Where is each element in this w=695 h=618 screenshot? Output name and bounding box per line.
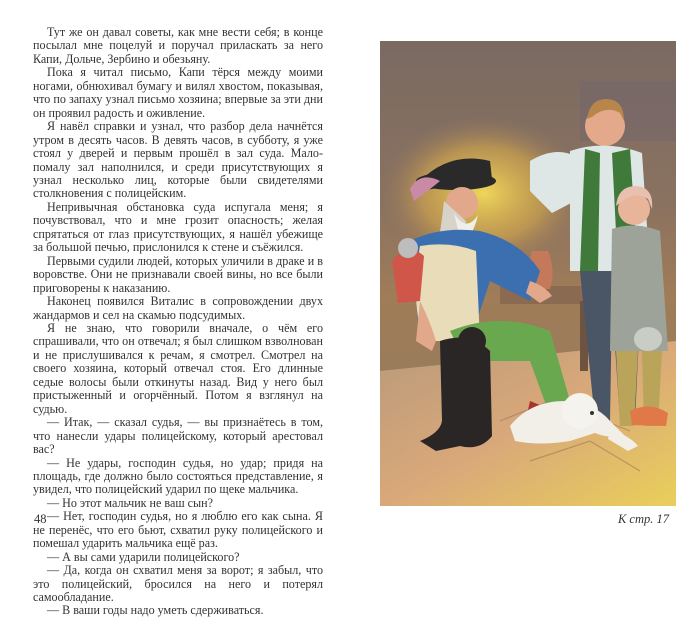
illustration [380, 41, 676, 506]
dialogue-line: — Итак, — сказал судья, — вы признаётесь в том, что нанесли удары полицейскому, который арестовал вас? [33, 415, 323, 457]
paragraph: Я не знаю, что говорили вначале, о чём его спрашивали, что он отвечал; я был слишком взволнован и не прислушивался к речам, я смотрел. Смотрел на своего хозяина, который отвечал стоя. Его длинные седые волосы были откинуты назад. Вид у него был пристыженный и огорчённый. Потом я взглянул на судью. [33, 320, 323, 416]
body-text [33, 26, 323, 618]
paragraph: Первыми судили людей, которых уличили в драке и в воровстве. Они не признавали своей вины, но все были приговорены к наказанию. [33, 253, 323, 295]
courtroom-painting-image [380, 41, 676, 506]
illustration-caption: К стр. 17 [617, 512, 669, 526]
dialogue-line: — А вы сами ударили полицейского? [47, 549, 240, 564]
paragraph: Наконец появился Виталис в сопровождении двух жандармов и сел на скамью подсудимых. [33, 294, 323, 322]
paragraph: Тут же он давал советы, как мне вести себя; в конце посылал мне поцелуй и поручал приласкать за него Капи, Дольче, Зербино и обезьяну. [33, 25, 323, 66]
dialogue-line: — Нет, господин судья, но я люблю его как сына. Я не перенёс, что его бьют, схватил руку полицейского и помешал ударить мальчика ещё раз. [33, 509, 323, 551]
dialogue-line: — Но этот мальчик не ваш сын? [47, 495, 214, 510]
dialogue-line: — Да, когда он схватил меня за ворот; я забыл, что это полицейский, бросился на него и потерял самообладание. [33, 563, 323, 605]
paragraph: Пока я читал письмо, Капи тёрся между моими ногами, обнюхивал бумагу и вилял хвостом, показывая, что по запаху узнал письмо хозяина; впервые за эти дни он проявил радость и оживление. [33, 65, 323, 120]
dialogue-line: — В ваши годы надо уметь сдерживаться. [47, 603, 264, 618]
page-number: 48 [34, 512, 47, 526]
dialogue-line: — Не удары, господин судья, но удар; придя на площадь, где должно было состояться представление, я увидел, что полицейский ударил по щеке мальчика. [33, 455, 323, 497]
paragraph: Непривычная обстановка суда испугала меня; я почувствовал, что и мне грозит опасность; желая спрятаться от глаз присутствующих, я нашёл убежище за большой печью, прислонился к стене и съёжился. [33, 199, 323, 255]
left-page [33, 26, 323, 618]
paragraph: Я навёл справки и узнал, что разбор дела начнётся утром в десять часов. В девять часов, в субботу, я уже стоял у дверей и первым прошёл в зал суда. Мало-помалу зал наполнился, и среди присутствующих я узнал несколько лиц, которые были свидетелями столкновения с полицейским. [33, 119, 323, 201]
